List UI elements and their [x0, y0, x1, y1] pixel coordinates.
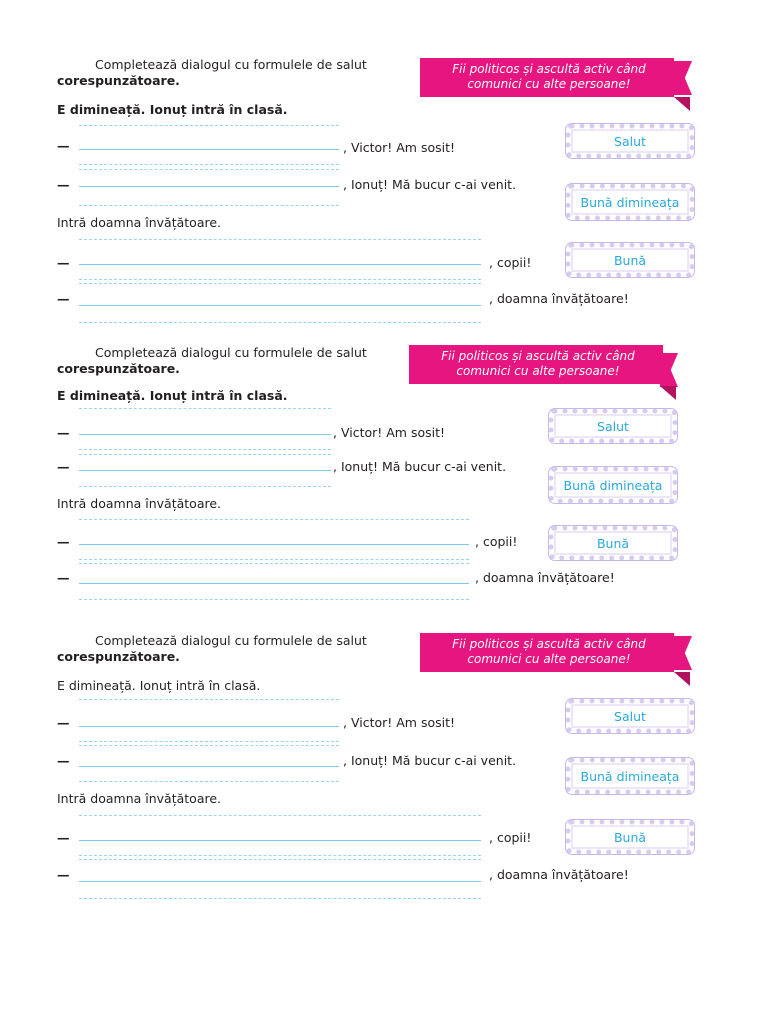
dialog-reply-3: , copii! [489, 830, 532, 845]
dialog-dash: — [57, 830, 70, 845]
option-stamp-buna-dimineata[interactable]: Bună dimineața [566, 184, 694, 220]
worksheet-3 [0, 633, 768, 923]
dialog-reply-4: , doamna învățătoare! [489, 291, 629, 306]
instruction-title: Completează dialogul cu formulele de salut corespunzătoare. [57, 345, 367, 376]
tip-banner: Fii politicos și ascultă activ când comunici cu alte persoane! [409, 345, 663, 384]
dialog-dash: — [57, 753, 70, 768]
dialog-dash: — [57, 715, 70, 730]
scene-text: Intră doamna învățătoare. [57, 215, 222, 230]
option-stamp-buna-dimineata[interactable]: Bună dimineața [549, 467, 677, 503]
dialog-dash: — [57, 291, 70, 306]
dialog-reply-1: , Victor! Am sosit! [333, 425, 445, 440]
option-stamp-buna[interactable]: Bună [566, 820, 694, 854]
dialog-reply-3: , copii! [475, 534, 518, 549]
dialog-dash: — [57, 867, 70, 882]
scene-text: E dimineață. Ionuț intră în clasă. [57, 102, 288, 117]
dialog-reply-1: , Victor! Am sosit! [343, 140, 455, 155]
option-stamp-buna-dimineata[interactable]: Bună dimineața [566, 758, 694, 794]
option-stamp-salut[interactable]: Salut [566, 699, 694, 733]
instruction-title: Completează dialogul cu formulele de salut corespunzătoare. [57, 633, 367, 664]
dialog-dash: — [57, 459, 70, 474]
dialog-reply-1: , Victor! Am sosit! [343, 715, 455, 730]
banner-fold [660, 386, 676, 400]
dialog-dash: — [57, 534, 70, 549]
scene-text: E dimineață. Ionuț intră în clasă. [57, 388, 288, 403]
banner-ribbon-end [660, 353, 678, 387]
scene-text: Intră doamna învățătoare. [57, 496, 222, 511]
dialog-dash: — [57, 138, 70, 153]
banner-fold [674, 97, 690, 111]
scene-text: E dimineață. Ionuț intră în clasă. [57, 678, 261, 693]
instruction-title: Completează dialogul cu formulele de salut corespunzătoare. [57, 57, 367, 88]
worksheet-1 [0, 57, 768, 347]
dialog-reply-3: , copii! [489, 255, 532, 270]
dialog-reply-2: , Ionuț! Mă bucur c-ai venit. [343, 753, 517, 768]
banner-ribbon-end [674, 636, 692, 670]
option-stamp-buna[interactable]: Bună [549, 526, 677, 560]
banner-ribbon-end [674, 61, 692, 95]
dialog-dash: — [57, 177, 70, 192]
dialog-reply-4: , doamna învățătoare! [489, 867, 629, 882]
tip-banner: Fii politicos și ascultă activ când comunici cu alte persoane! [420, 58, 674, 97]
option-stamp-salut[interactable]: Salut [549, 409, 677, 443]
scene-text: Intră doamna învățătoare. [57, 791, 222, 806]
option-stamp-salut[interactable]: Salut [566, 124, 694, 158]
tip-banner: Fii politicos și ascultă activ când comunici cu alte persoane! [420, 633, 674, 672]
dialog-dash: — [57, 570, 70, 585]
dialog-dash: — [57, 255, 70, 270]
dialog-dash: — [57, 425, 70, 440]
dialog-reply-2: , Ionuț! Mă bucur c-ai venit. [343, 177, 517, 192]
worksheet-2 [0, 345, 768, 635]
dialog-reply-4: , doamna învățătoare! [475, 570, 615, 585]
banner-fold [674, 672, 690, 686]
option-stamp-buna[interactable]: Bună [566, 243, 694, 277]
dialog-reply-2: , Ionuț! Mă bucur c-ai venit. [333, 459, 507, 474]
